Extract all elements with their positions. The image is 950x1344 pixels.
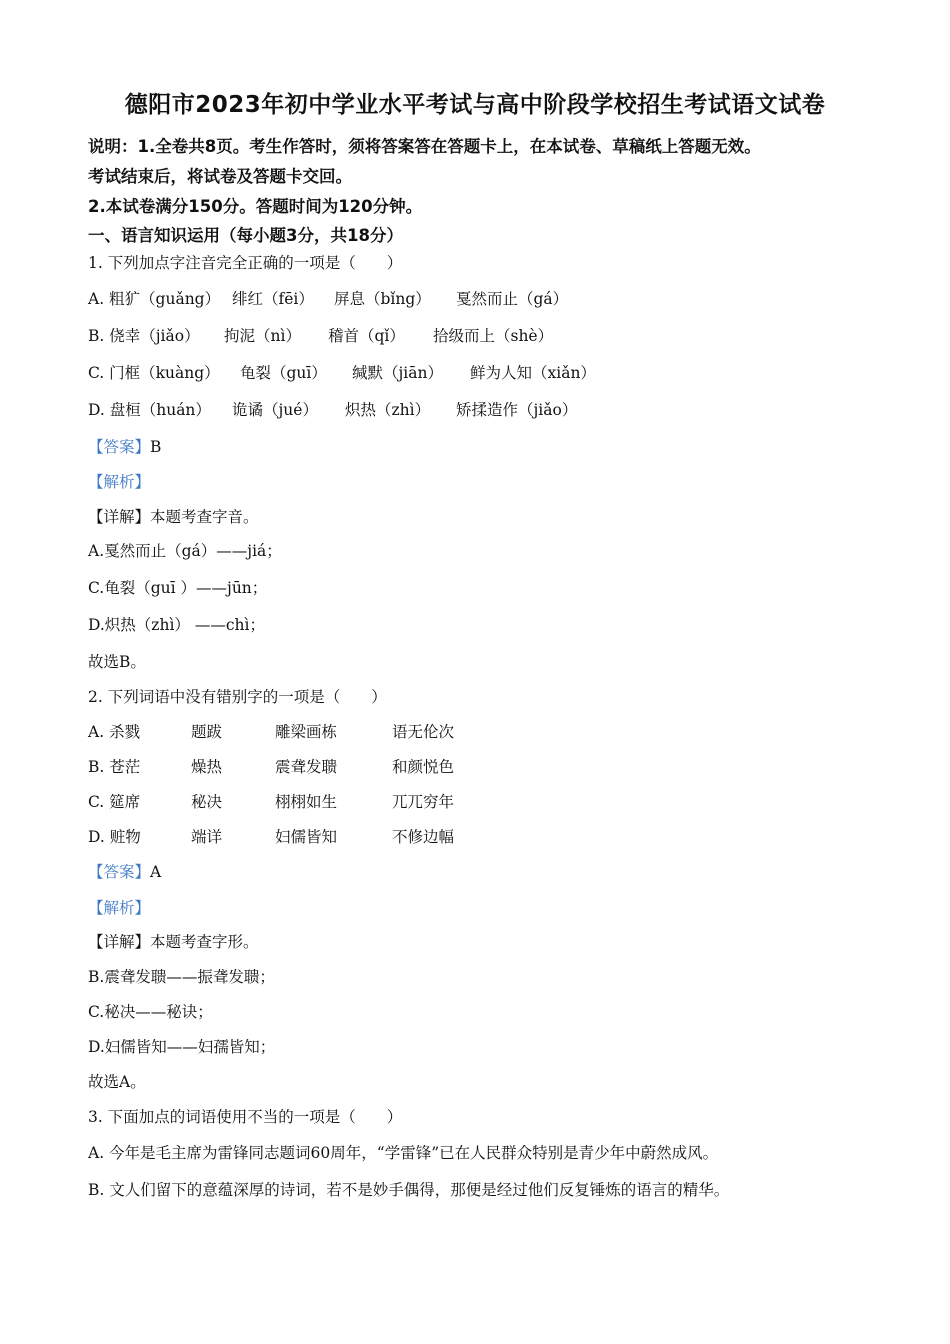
q1-a-4: 戛然而止（gá） <box>456 290 569 308</box>
q2-a-2: 题跋 <box>191 723 223 741</box>
q2-b-3: 震聋发聩 <box>275 758 338 776</box>
q2-c-3: 栩栩如生 <box>275 793 338 811</box>
q1-d-1: D. 盘桓（huán） <box>88 401 211 419</box>
q1-c-3: 缄默（jiān） <box>352 364 443 382</box>
q1-analysis-tag: 【解析】 <box>88 473 151 491</box>
q2-a-4: 语无伦次 <box>392 723 455 741</box>
q1-c-2: 龟裂（guī） <box>240 364 327 382</box>
q1-stem: 1. 下列加点字注音完全正确的一项是（ ） <box>88 254 403 272</box>
q1-detail-3: D.炽热（zhì） ——chì； <box>88 616 265 634</box>
q2-c-4: 兀兀穷年 <box>392 793 455 811</box>
q2-answer-tag: 【答案】 <box>88 863 151 881</box>
q3-stem: 3. 下面加点的词语使用不当的一项是（ ） <box>88 1108 403 1126</box>
q2-a-1: A. 杀戮 <box>88 723 141 741</box>
q2-analysis-tag: 【解析】 <box>88 899 151 917</box>
q1-d-4: 矫揉造作（jiǎo） <box>456 401 578 419</box>
q1-a-2: 绯红（fēi） <box>232 290 314 308</box>
q1-answer <box>88 437 161 457</box>
q2-a-3: 雕梁画栋 <box>275 723 338 741</box>
q2-detail: 【详解】本题考查字形。 <box>88 933 259 951</box>
q1-c-4: 鲜为人知（xiǎn） <box>470 364 596 382</box>
q1-c-1: C. 门框（kuàng） <box>88 364 220 382</box>
q1-d-3: 炽热（zhì） <box>345 401 431 419</box>
page-title: 德阳市2023年初中学业水平考试与高中阶段学校招生考试语文试卷 <box>124 92 826 118</box>
q2-b-4: 和颜悦色 <box>392 758 455 776</box>
q2-b-2: 燥热 <box>191 758 223 776</box>
q1-detail: 【详解】本题考查字音。 <box>88 508 259 526</box>
q2-detail-3: D.妇儒皆知——妇孺皆知； <box>88 1038 276 1056</box>
q1-answer-value: B <box>150 438 162 456</box>
q2-d-3: 妇儒皆知 <box>275 828 338 846</box>
q3-option-b: B. 文人们留下的意蕴深厚的诗词，若不是妙手偶得，那便是经过他们反复锤炼的语言的精华。 <box>88 1181 730 1199</box>
q2-c-1: C. 筵席 <box>88 793 141 811</box>
q1-a-1: A. 粗犷（guǎng） <box>88 290 221 308</box>
q2-detail-2: C.秘决——秘诀； <box>88 1003 213 1021</box>
q3-option-a: A. 今年是毛主席为雷锋同志题词60周年，“学雷锋”已在人民群众特别是青少年中蔚然成风。 <box>88 1144 719 1162</box>
q1-a-3: 屏息（bǐng） <box>334 290 431 308</box>
instructions-line-2: 考试结束后，将试卷及答题卡交回。 <box>88 167 352 186</box>
q2-detail-1: B.震聋发聩——振聋发聩； <box>88 968 275 986</box>
q1-d-2: 诡谲（jué） <box>232 401 318 419</box>
q2-d-4: 不修边幅 <box>392 828 455 846</box>
q1-answer-tag: 【答案】 <box>88 438 151 456</box>
q1-detail-2: C.龟裂（guī ）——jūn； <box>88 579 268 597</box>
q2-answer <box>88 862 161 882</box>
q1-b-4: 拾级而上（shè） <box>433 327 554 345</box>
q2-stem: 2. 下列词语中没有错别字的一项是（ ） <box>88 688 387 706</box>
q2-c-2: 秘决 <box>191 793 223 811</box>
q2-answer-value: A <box>150 863 162 881</box>
q2-conclusion: 故选A。 <box>88 1073 146 1091</box>
q1-b-3: 稽首（qǐ） <box>328 327 405 345</box>
q1-b-1: B. 侥幸（jiǎo） <box>88 327 200 345</box>
instructions-line-1: 说明：1.全卷共8页。考生作答时，须将答案答在答题卡上，在本试卷、草稿纸上答题无效。 <box>88 137 761 156</box>
q2-d-1: D. 赃物 <box>88 828 141 846</box>
instructions-line-3: 2.本试卷满分150分。答题时间为120分钟。 <box>88 197 423 216</box>
q2-b-1: B. 苍茫 <box>88 758 141 776</box>
q2-d-2: 端详 <box>191 828 223 846</box>
q1-conclusion: 故选B。 <box>88 653 146 671</box>
section-heading: 一、语言知识运用（每小题3分，共18分） <box>88 226 403 245</box>
q1-detail-1: A.戛然而止（gá）——jiá； <box>88 542 282 560</box>
q1-b-2: 拘泥（nì） <box>224 327 301 345</box>
